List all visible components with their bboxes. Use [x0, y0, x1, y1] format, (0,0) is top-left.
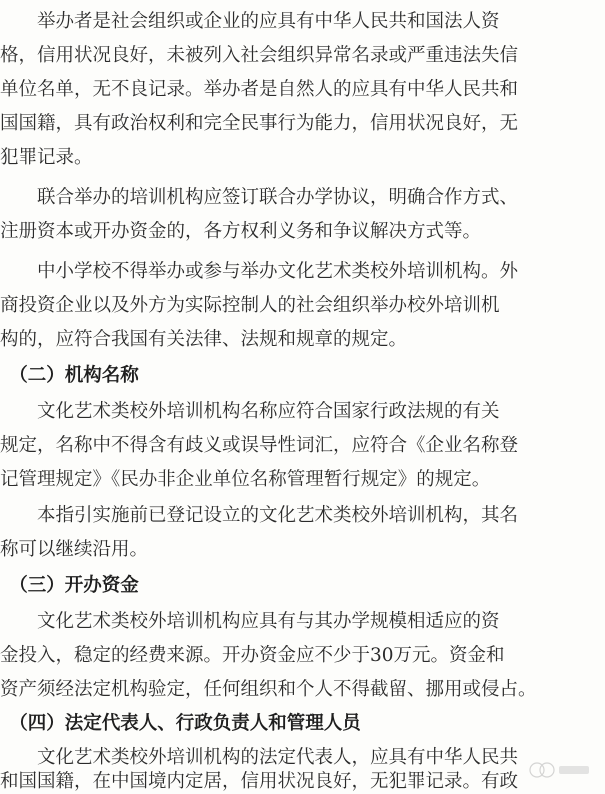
- paragraph-line: 中小学校不得举办或参与举办文化艺术类校外培训机构。外: [0, 261, 519, 282]
- paragraph-line: 犯罪记录。: [0, 147, 93, 168]
- paragraph-line: 和国国籍，在中国境内定居，信用状况良好，无犯罪记录。有政: [0, 771, 519, 792]
- paragraph-line: 注册资本或开办资金的，各方权利义务和争议解决方式等。: [0, 221, 482, 242]
- watermark-logo-icon: [525, 757, 595, 783]
- section-heading: （四）法定代表人、行政负责人和管理人员: [0, 713, 361, 734]
- paragraph-line: 文化艺术类校外培训机构应具有与其办学规模相适应的资: [0, 611, 500, 632]
- paragraph-line: 构的，应符合我国有关法律、法规和规章的规定。: [0, 329, 408, 350]
- paragraph-line: 称可以继续沿用。: [0, 539, 149, 560]
- section-heading: （二）机构名称: [0, 365, 139, 386]
- paragraph-line: 资产须经法定机构验定，任何组织和个人不得截留、挪用或侵占。: [0, 679, 537, 700]
- paragraph-line: 文化艺术类校外培训机构名称应符合国家行政法规的有关: [0, 401, 500, 422]
- paragraph-line: 金投入，稳定的经费来源。开办资金应不少于30万元。资金和: [0, 645, 505, 666]
- paragraph-line: 商投资企业以及外方为实际控制人的社会组织举办校外培训机: [0, 295, 500, 316]
- paragraph-line: 文化艺术类校外培训机构的法定代表人，应具有中华人民共: [0, 747, 519, 768]
- paragraph-line: 单位名单，无不良记录。举办者是自然人的应具有中华人民共和: [0, 79, 519, 100]
- paragraph-line: 国国籍，具有政治权利和完全民事行为能力，信用状况良好，无: [0, 113, 519, 134]
- section-heading: （三）开办资金: [0, 575, 139, 596]
- paragraph-line: 本指引实施前已登记设立的文化艺术类校外培训机构，其名: [0, 505, 519, 526]
- paragraph-line: 规定，名称中不得含有歧义或误导性词汇，应符合《企业名称登: [0, 435, 519, 456]
- paragraph-line: 格，信用状况良好，未被列入社会组织异常名录或严重违法失信: [0, 45, 519, 66]
- paragraph-line: 举办者是社会组织或企业的应具有中华人民共和国法人资: [0, 11, 500, 32]
- paragraph-line: 联合举办的培训机构应签订联合办学协议，明确合作方式、: [0, 187, 519, 208]
- paragraph-line: 记管理规定》《民办非企业单位名称管理暂行规定》的规定。: [0, 469, 491, 490]
